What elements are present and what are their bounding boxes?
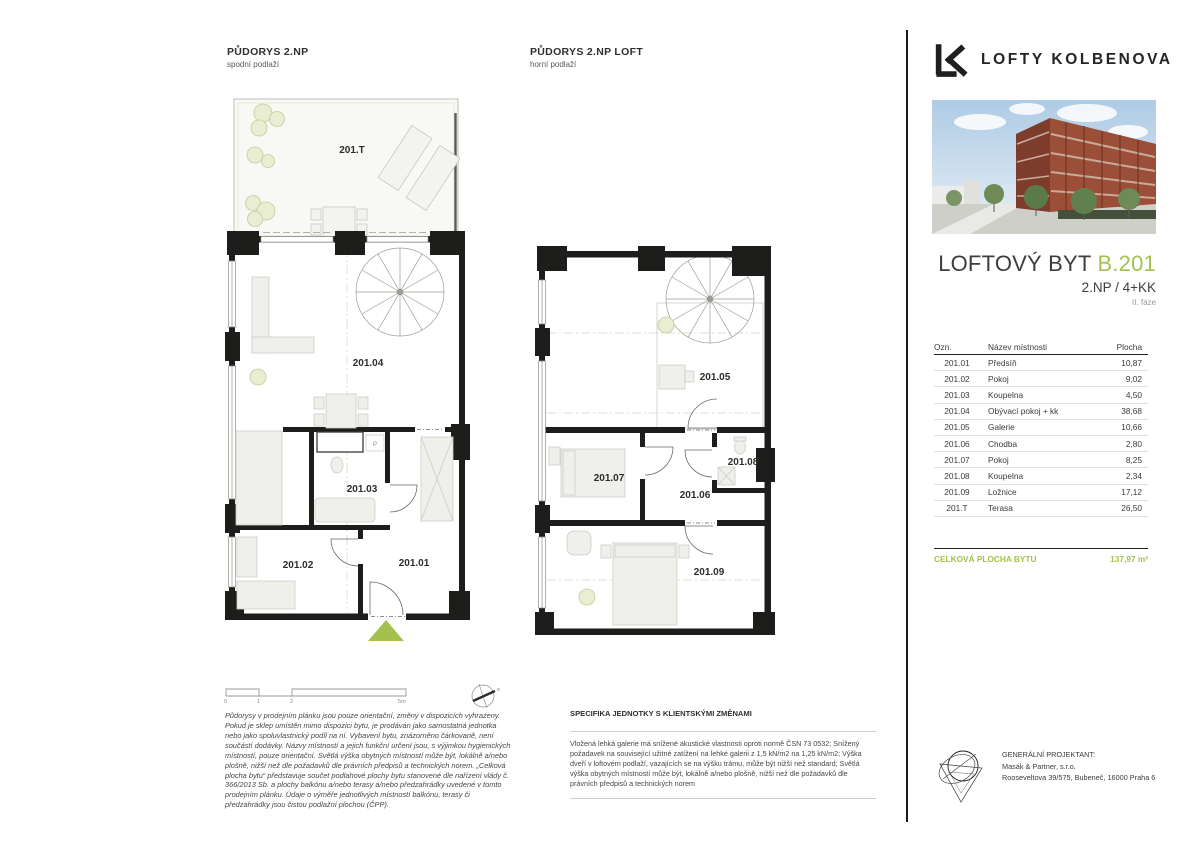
cell-area: 10,87: [1121, 357, 1142, 368]
room-label-living: 201.04: [352, 358, 384, 369]
cell-area: 10,66: [1121, 422, 1142, 433]
table-row: [934, 485, 1148, 501]
cell-ozn: 201.07: [944, 454, 970, 465]
cell-name: Koupelna: [988, 470, 1024, 481]
plan-lower-title: PŮDORYS 2.NP: [227, 46, 309, 58]
cell-area: 17,12: [1121, 487, 1142, 498]
cell-ozn: 201.03: [944, 389, 970, 400]
unit-title-block: [932, 251, 1156, 307]
compass-label: s: [497, 687, 500, 693]
cell-ozn: 201.04: [944, 406, 970, 417]
scale-2: 2: [290, 699, 294, 705]
specifics-title: SPECIFIKA JEDNOTKY S KLIENTSKÝMI ZMĚNAMI: [570, 709, 752, 718]
table-row: [934, 452, 1148, 468]
cell-area: 9,02: [1125, 373, 1142, 384]
table-row: [934, 436, 1148, 452]
table-row: [934, 420, 1148, 436]
projektant-logo-icon: [930, 743, 992, 807]
total-area-row: [934, 548, 1148, 564]
room-label-room-upper: 201.07: [593, 473, 625, 484]
room-label-bath-upper: 201.08: [727, 457, 759, 468]
unit-title: [932, 251, 1156, 277]
lk-logo-icon: [933, 42, 969, 78]
cell-ozn: 201.02: [944, 373, 970, 384]
scale-0: 0: [224, 699, 228, 705]
windows-lower: [229, 261, 236, 587]
unit-name: LOFTOVÝ BYT: [938, 251, 1092, 276]
unit-code: B.201: [1097, 251, 1156, 276]
unit-layout: 2.NP / 4+KK: [1081, 280, 1156, 295]
room-label-bath-lower: 201.03: [346, 484, 378, 495]
total-label: CELKOVÁ PLOCHA BYTU: [934, 554, 1037, 564]
doors-upper: [645, 399, 717, 554]
table-row: [934, 404, 1148, 420]
unit-phase: II. fáze: [1131, 298, 1156, 307]
washer-label: P: [372, 442, 378, 448]
cell-name: Koupelna: [988, 389, 1024, 400]
cell-ozn: 201.01: [944, 357, 970, 368]
cell-name: Pokoj: [988, 454, 1009, 465]
plan-upper-title: PŮDORYS 2.NP LOFT: [530, 46, 644, 58]
table-row: [934, 387, 1148, 403]
room-label-room-lower: 201.02: [282, 560, 314, 571]
cell-name: Obývací pokoj + kk: [988, 406, 1059, 417]
terrace: [234, 99, 460, 240]
scale-5m: 5m: [398, 699, 406, 705]
entrance-arrow-icon: [368, 620, 404, 641]
projektant-footer: [930, 743, 1155, 807]
plan-upper-title-block: [530, 46, 643, 69]
specifics-block: [570, 709, 876, 799]
cell-name: Chodba: [988, 438, 1018, 449]
projektant-label: GENERÁLNÍ PROJEKTANT:: [1002, 750, 1096, 759]
spiral-stair-icon: [356, 248, 444, 336]
cell-name: Terasa: [988, 503, 1013, 514]
cell-area: 2,80: [1125, 438, 1142, 449]
hedge: [1058, 210, 1156, 219]
furniture-upper: [549, 317, 746, 625]
scale-1: 1: [257, 699, 261, 705]
cell-ozn: 201.T: [946, 503, 968, 514]
col-header-name: Název místnosti: [988, 342, 1048, 352]
cell-area: 4,50: [1125, 389, 1142, 400]
cell-name: Galerie: [988, 422, 1015, 433]
col-header-area: Plocha: [1116, 342, 1142, 352]
table-row: [934, 371, 1148, 387]
cell-name: Pokoj: [988, 373, 1009, 384]
plan-upper-subtitle: horní podlaží: [530, 60, 577, 69]
col-header-ozn: Ozn.: [934, 342, 952, 352]
cell-ozn: 201.05: [944, 422, 970, 433]
table-row: [934, 501, 1148, 517]
room-label-hall: 201.01: [398, 558, 430, 569]
table-header-row: [934, 340, 1148, 355]
plan-lower-subtitle: spodní podlaží: [227, 60, 280, 69]
disclaimer-text: Půdorysy v prodejním plánku jsou pouze orientační, změny v dispozicích vyhrazeny. Pokud je sklep umístěn mimo dispozici bytu, je prodáván jako samostatná jednotka nebo jako spoluvlastnický podíl na ní. Vybavení bytu, znázorněno čárkovaně, není součástí dodávky. Názvy místností a jejich funkční určení jsou, s výjimkou hygienických místností, pouze orientační. Světlá výška obytných místností může být, lokálně a/nebo plošně, nižší než dle požadavků dle právních předpisů a technických norem. „Celková plocha bytu“ představuje součet podlahové plochy bytu stanovené dle nařízení vlády č. 366/2013 Sb. a plochy balkónu a/nebo terasy a/nebo předzahrádky uvedené v tomto prodejním plánku. Údaje o výměře jednotlivých místností balkónu, terasy či předzahrádky jsou čistou podlažní plochou (ČPP).: [225, 711, 511, 810]
room-label-corridor: 201.06: [679, 490, 711, 501]
projektant-address: Rooseveltova 39/575, Bubeneč, 16000 Praha 6: [1002, 773, 1156, 783]
cell-area: 8,25: [1125, 454, 1142, 465]
projektant-company: Masák & Partner, s.r.o.: [1002, 761, 1076, 771]
floor-plan-lower: [225, 85, 470, 650]
total-value: 137,97: [1110, 554, 1136, 564]
room-area-table: [934, 340, 1148, 517]
brand-name: LOFTY KOLBENOVA: [981, 51, 1173, 68]
scale-bar: [224, 686, 414, 706]
building-photo: [932, 100, 1156, 234]
table-row: [934, 468, 1148, 484]
projektant-text: [1002, 743, 1155, 784]
total-value-wrap: [1110, 554, 1148, 564]
floor-plan-upper: [535, 235, 775, 645]
cell-area: 26,50: [1121, 503, 1142, 514]
specifics-body: Vložená lehká galerie má snížené akustické vlastnosti oproti normě ČSN 73 0532; Snížený požadavek na související užitné zatížení na lehké galerii z 1,5 kN/m2 na 1,25 kN/m2; Výška dveří v loftovém podlaží, vazajících se na výšku trámu, může být nižší než standard; Světlá výška obytných místností může být, lokálně a/nebo plošně, nižší než dle požadavků dle právních předpisů a technických norem: [570, 731, 876, 799]
cell-ozn: 201.08: [944, 470, 970, 481]
room-label-bedroom: 201.09: [693, 567, 725, 578]
cell-ozn: 201.06: [944, 438, 970, 449]
room-label-terrace: 201.T: [339, 145, 365, 156]
cell-ozn: 201.09: [944, 487, 970, 498]
brand-header: [933, 42, 1173, 78]
cell-name: Předsíň: [988, 357, 1017, 368]
total-unit: m²: [1137, 554, 1148, 564]
cell-name: Ložnice: [988, 487, 1017, 498]
cell-area: 2,34: [1125, 470, 1142, 481]
room-label-gallery: 201.05: [699, 372, 731, 383]
table-row: [934, 355, 1148, 371]
plan-lower-title-block: [227, 46, 308, 69]
cell-area: 38,68: [1121, 406, 1142, 417]
vertical-divider: [906, 30, 908, 822]
